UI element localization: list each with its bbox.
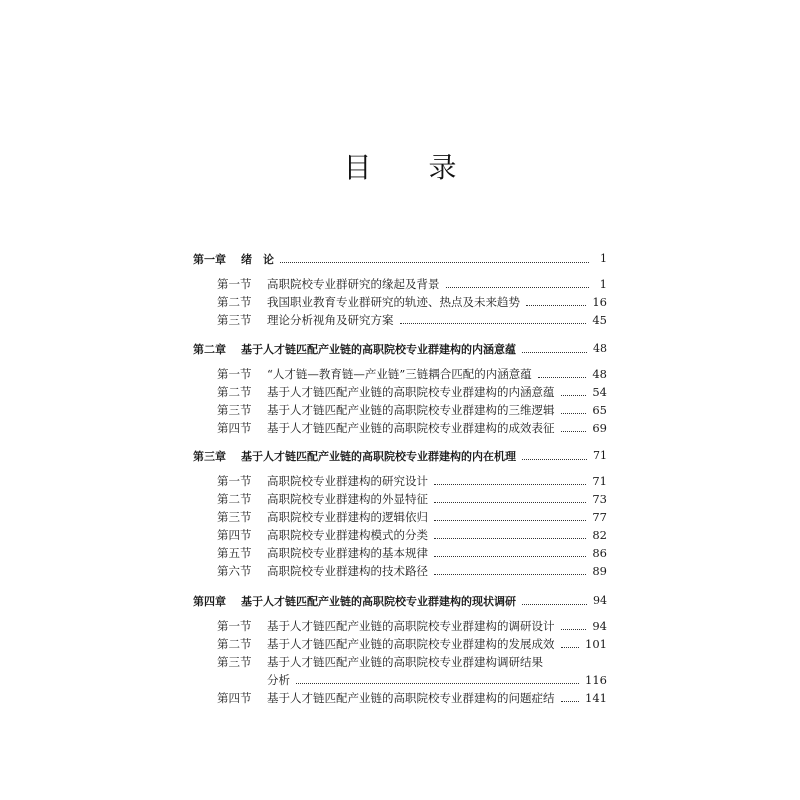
page-number: 71	[592, 473, 607, 488]
section-number: 第二节	[217, 636, 252, 651]
chapter-number: 第三章	[193, 449, 226, 463]
page-number: 69	[592, 420, 607, 435]
dot-leader	[400, 322, 587, 324]
dot-leader	[434, 519, 586, 521]
dot-leader	[526, 304, 586, 306]
dot-leader	[296, 682, 579, 684]
chapter-title: 基于人才链匹配产业链的高职院校专业群建构的内涵意蕴	[241, 342, 516, 356]
page-number: 48	[592, 366, 607, 381]
toc-section	[193, 472, 607, 489]
section-title: 高职院校专业群建构模式的分类	[267, 527, 428, 542]
dot-leader	[434, 501, 586, 503]
toc-chapter-1	[193, 250, 607, 267]
page-number: 94	[593, 594, 607, 607]
section-number: 第一节	[217, 473, 252, 488]
section-number: 第二节	[217, 294, 252, 309]
dot-leader	[446, 286, 590, 288]
dot-leader	[434, 555, 586, 557]
toc-section	[193, 311, 607, 328]
dot-leader	[522, 458, 587, 460]
section-number: 第五节	[217, 545, 252, 560]
dot-leader	[561, 430, 587, 432]
dot-leader	[280, 261, 589, 263]
section-number: 第一节	[217, 276, 252, 291]
page-number: 65	[592, 402, 607, 417]
page-number: 45	[592, 312, 607, 327]
section-title: 基于人才链匹配产业链的高职院校专业群建构的调研设计	[267, 618, 555, 633]
toc-section	[193, 635, 607, 652]
page-number: 86	[592, 545, 607, 560]
section-title: 基于人才链匹配产业链的高职院校专业群建构调研结果	[267, 654, 543, 669]
dot-leader	[561, 700, 580, 702]
toc-section	[193, 689, 607, 706]
section-title: 高职院校专业群建构的逻辑依归	[267, 509, 428, 524]
section-number: 第三节	[217, 654, 252, 669]
section-number: 第四节	[217, 690, 252, 705]
section-number: 第一节	[217, 618, 252, 633]
page-number: 141	[585, 690, 607, 705]
dot-leader	[434, 573, 586, 575]
toc-section	[193, 401, 607, 418]
dot-leader	[561, 412, 587, 414]
toc-section	[193, 383, 607, 400]
section-title: 高职院校专业群建构的技术路径	[267, 563, 428, 578]
toc-chapter-2	[193, 340, 607, 357]
page-number: 116	[585, 672, 607, 687]
section-number: 第二节	[217, 384, 252, 399]
section-title: “人才链—教育链—产业链”三链耦合匹配的内涵意蕴	[267, 366, 532, 381]
toc-section	[193, 275, 607, 292]
chapter-number: 第二章	[193, 342, 226, 356]
toc-section	[193, 562, 607, 579]
dot-leader	[561, 646, 580, 648]
section-number: 第四节	[217, 420, 252, 435]
toc-section	[193, 508, 607, 525]
dot-leader	[434, 537, 586, 539]
section-number: 第四节	[217, 527, 252, 542]
section-number: 第六节	[217, 563, 252, 578]
toc-section	[193, 365, 607, 382]
chapter-number: 第四章	[193, 594, 226, 608]
section-title: 理论分析视角及研究方案	[267, 312, 394, 327]
chapter-title: 基于人才链匹配产业链的高职院校专业群建构的现状调研	[241, 594, 516, 608]
toc-section	[193, 490, 607, 507]
section-number: 第二节	[217, 491, 252, 506]
section-number: 第三节	[217, 312, 252, 327]
section-title: 高职院校专业群建构的研究设计	[267, 473, 428, 488]
page-number: 54	[592, 384, 607, 399]
toc-section	[193, 526, 607, 543]
page-number: 77	[592, 509, 607, 524]
section-title: 基于人才链匹配产业链的高职院校专业群建构的成效表征	[267, 420, 555, 435]
toc-chapter-3	[193, 447, 607, 464]
toc-section	[193, 617, 607, 634]
section-title: 基于人才链匹配产业链的高职院校专业群建构的内涵意蕴	[267, 384, 555, 399]
dot-leader	[561, 394, 587, 396]
section-title: 基于人才链匹配产业链的高职院校专业群建构的发展成效	[267, 636, 555, 651]
page-number: 1	[600, 252, 607, 265]
chapter-title: 基于人才链匹配产业链的高职院校专业群建构的内在机理	[241, 449, 516, 463]
page-number: 48	[593, 342, 607, 355]
section-title: 基于人才链匹配产业链的高职院校专业群建构的三维逻辑	[267, 402, 555, 417]
dot-leader	[522, 351, 587, 353]
dot-leader	[522, 603, 587, 605]
chapter-title: 绪 论	[241, 252, 274, 266]
toc-section	[193, 544, 607, 561]
section-number: 第三节	[217, 509, 252, 524]
section-title-continuation: 分析	[267, 672, 290, 687]
dot-leader	[538, 376, 587, 378]
toc-section	[193, 419, 607, 436]
dot-leader	[561, 628, 587, 630]
page-number: 89	[592, 563, 607, 578]
chapter-number: 第一章	[193, 252, 226, 266]
toc-section-continuation	[193, 671, 607, 688]
page-title: 目 录	[343, 151, 481, 184]
page-number: 82	[592, 527, 607, 542]
section-title: 我国职业教育专业群研究的轨迹、热点及未来趋势	[267, 294, 520, 309]
section-title: 高职院校专业群建构的外显特征	[267, 491, 428, 506]
page-number: 101	[585, 636, 607, 651]
page-number: 16	[592, 294, 607, 309]
page-number: 94	[592, 618, 607, 633]
toc-section	[193, 653, 607, 670]
section-title: 基于人才链匹配产业链的高职院校专业群建构的问题症结	[267, 690, 555, 705]
page-number: 1	[599, 276, 607, 291]
section-number: 第一节	[217, 366, 252, 381]
section-title: 高职院校专业群研究的缘起及背景	[267, 276, 440, 291]
page-number: 71	[593, 449, 607, 462]
page-number: 73	[592, 491, 607, 506]
section-number: 第三节	[217, 402, 252, 417]
dot-leader	[434, 483, 586, 485]
toc-section	[193, 293, 607, 310]
section-title: 高职院校专业群建构的基本规律	[267, 545, 428, 560]
toc-chapter-4	[193, 592, 607, 609]
